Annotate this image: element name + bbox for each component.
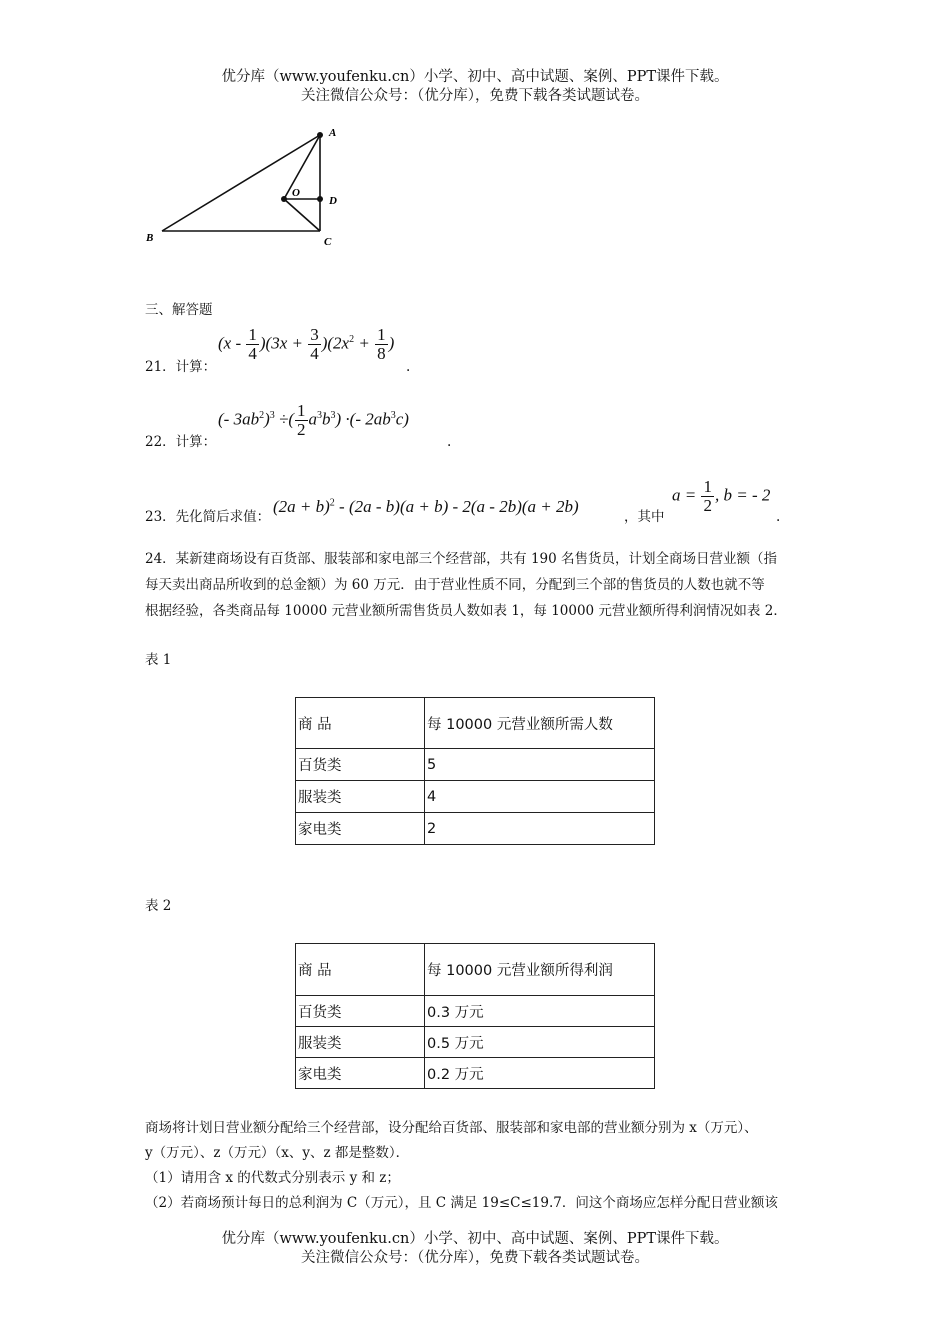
label-c: C [324,236,332,248]
point-a [317,132,323,138]
table2-cell: 百货类 [296,996,425,1027]
triangle-figure [140,120,350,250]
segment-oc [284,199,320,231]
table1-cell: 2 [425,813,655,845]
section-title: 三、解答题 [145,302,213,318]
q23-values: a = $\frac{1}{2}$ , b = - 2 [672,477,771,515]
q24-line-2: 每天卖出商品所收到的总金额）为 60 万元．由于营业性质不同，分配到三个部的售货员的人数也就不等 [145,577,765,593]
table-row [296,996,655,1027]
table2-header-cell: 每 10000 元营业额所得利润 [425,944,655,996]
table1-cell: 5 [425,749,655,781]
table2-header-row [296,944,655,996]
table1-caption: 表 1 [145,652,172,668]
q22-period: . [447,434,452,450]
q23-expression: $(2a + b)^2 - (2a - b)(a + b) - 2(a - 2b)(a + 2b)$ [273,497,579,516]
label-a: A [329,127,337,139]
q23-period: . [776,509,781,525]
table-row [296,1027,655,1058]
table-row [296,813,655,845]
tail-line-3: （1）请用含 x 的代数式分别表示 y 和 z； [145,1170,400,1186]
table2-cell: 0.2 万元 [425,1058,655,1089]
tail-line-2: y（万元）、z（万元）（x、y、z 都是整数）． [145,1145,410,1161]
table2-caption: 表 2 [145,898,172,914]
q21-label: 21．计算： [145,359,217,375]
q24-line-3: 根据经验，各类商品每 10000 元营业额所需售货员人数如表 1，每 10000 元营业额所得利润情况如表 2． [145,603,787,619]
table2-header-cell: 商 品 [296,944,425,996]
table2-cell: 0.5 万元 [425,1027,655,1058]
table-row [296,749,655,781]
table2-cell: 0.3 万元 [425,996,655,1027]
point-o [281,196,287,202]
table1-cell: 服装类 [296,781,425,813]
header-line-2: 关注微信公众号：（优分库），免费下载各类试题试卷。 [301,88,649,104]
table1-cell: 百货类 [296,749,425,781]
table2-cell: 家电类 [296,1058,425,1089]
q23-where: ，其中 [624,509,665,525]
q21-period: . [406,359,411,375]
table1 [295,697,655,845]
q22-expression: (- $3ab^2)^3$ ÷( $\frac{1}{2}$ $a^3b^3$) ·(- $2ab^3c$) [218,401,409,439]
tail-line-1: 商场将计划日营业额分配给三个经营部，设分配给百货部、服装部和家电部的营业额分别为 x（万元）、 [145,1120,758,1136]
q24-line-1: 24．某新建商场设有百货部、服装部和家电部三个经营部，共有 190 名售货员，计划全商场日营业额（指 [145,551,778,567]
table1-cell: 家电类 [296,813,425,845]
q23-label: 23．先化简后求值： [145,509,271,525]
table1-cell: 4 [425,781,655,813]
point-d [317,196,323,202]
q21-expression: (x - $\frac{1}{4}$ )(3x + $\frac{3}{4}$ )($2x^2$ + $\frac{1}{8}$ ) [218,325,395,363]
table1-header-row [296,698,655,749]
label-b: B [146,232,154,244]
q22-label: 22．计算： [145,434,217,450]
label-d: D [329,195,337,207]
footer-line-2: 关注微信公众号：（优分库），免费下载各类试题试卷。 [301,1250,649,1266]
table2-cell: 服装类 [296,1027,425,1058]
table-row [296,781,655,813]
table1-header-cell: 商 品 [296,698,425,749]
segment-oa [284,135,320,199]
table1-header-cell: 每 10000 元营业额所需人数 [425,698,655,749]
segment-ab [162,135,320,231]
header-line-1: 优分库（www.youfenku.cn）小学、初中、高中试题、案例、PPT课件下载。 [221,69,729,85]
label-o: O [292,187,300,199]
tail-line-4: （2）若商场预计每日的总利润为 C（万元），且 C 满足 19≤C≤19.7．问这个商场应怎样分配日营业额该 [145,1195,778,1211]
table-row [296,1058,655,1089]
table2 [295,943,655,1089]
footer-line-1: 优分库（www.youfenku.cn）小学、初中、高中试题、案例、PPT课件下载。 [221,1231,729,1247]
